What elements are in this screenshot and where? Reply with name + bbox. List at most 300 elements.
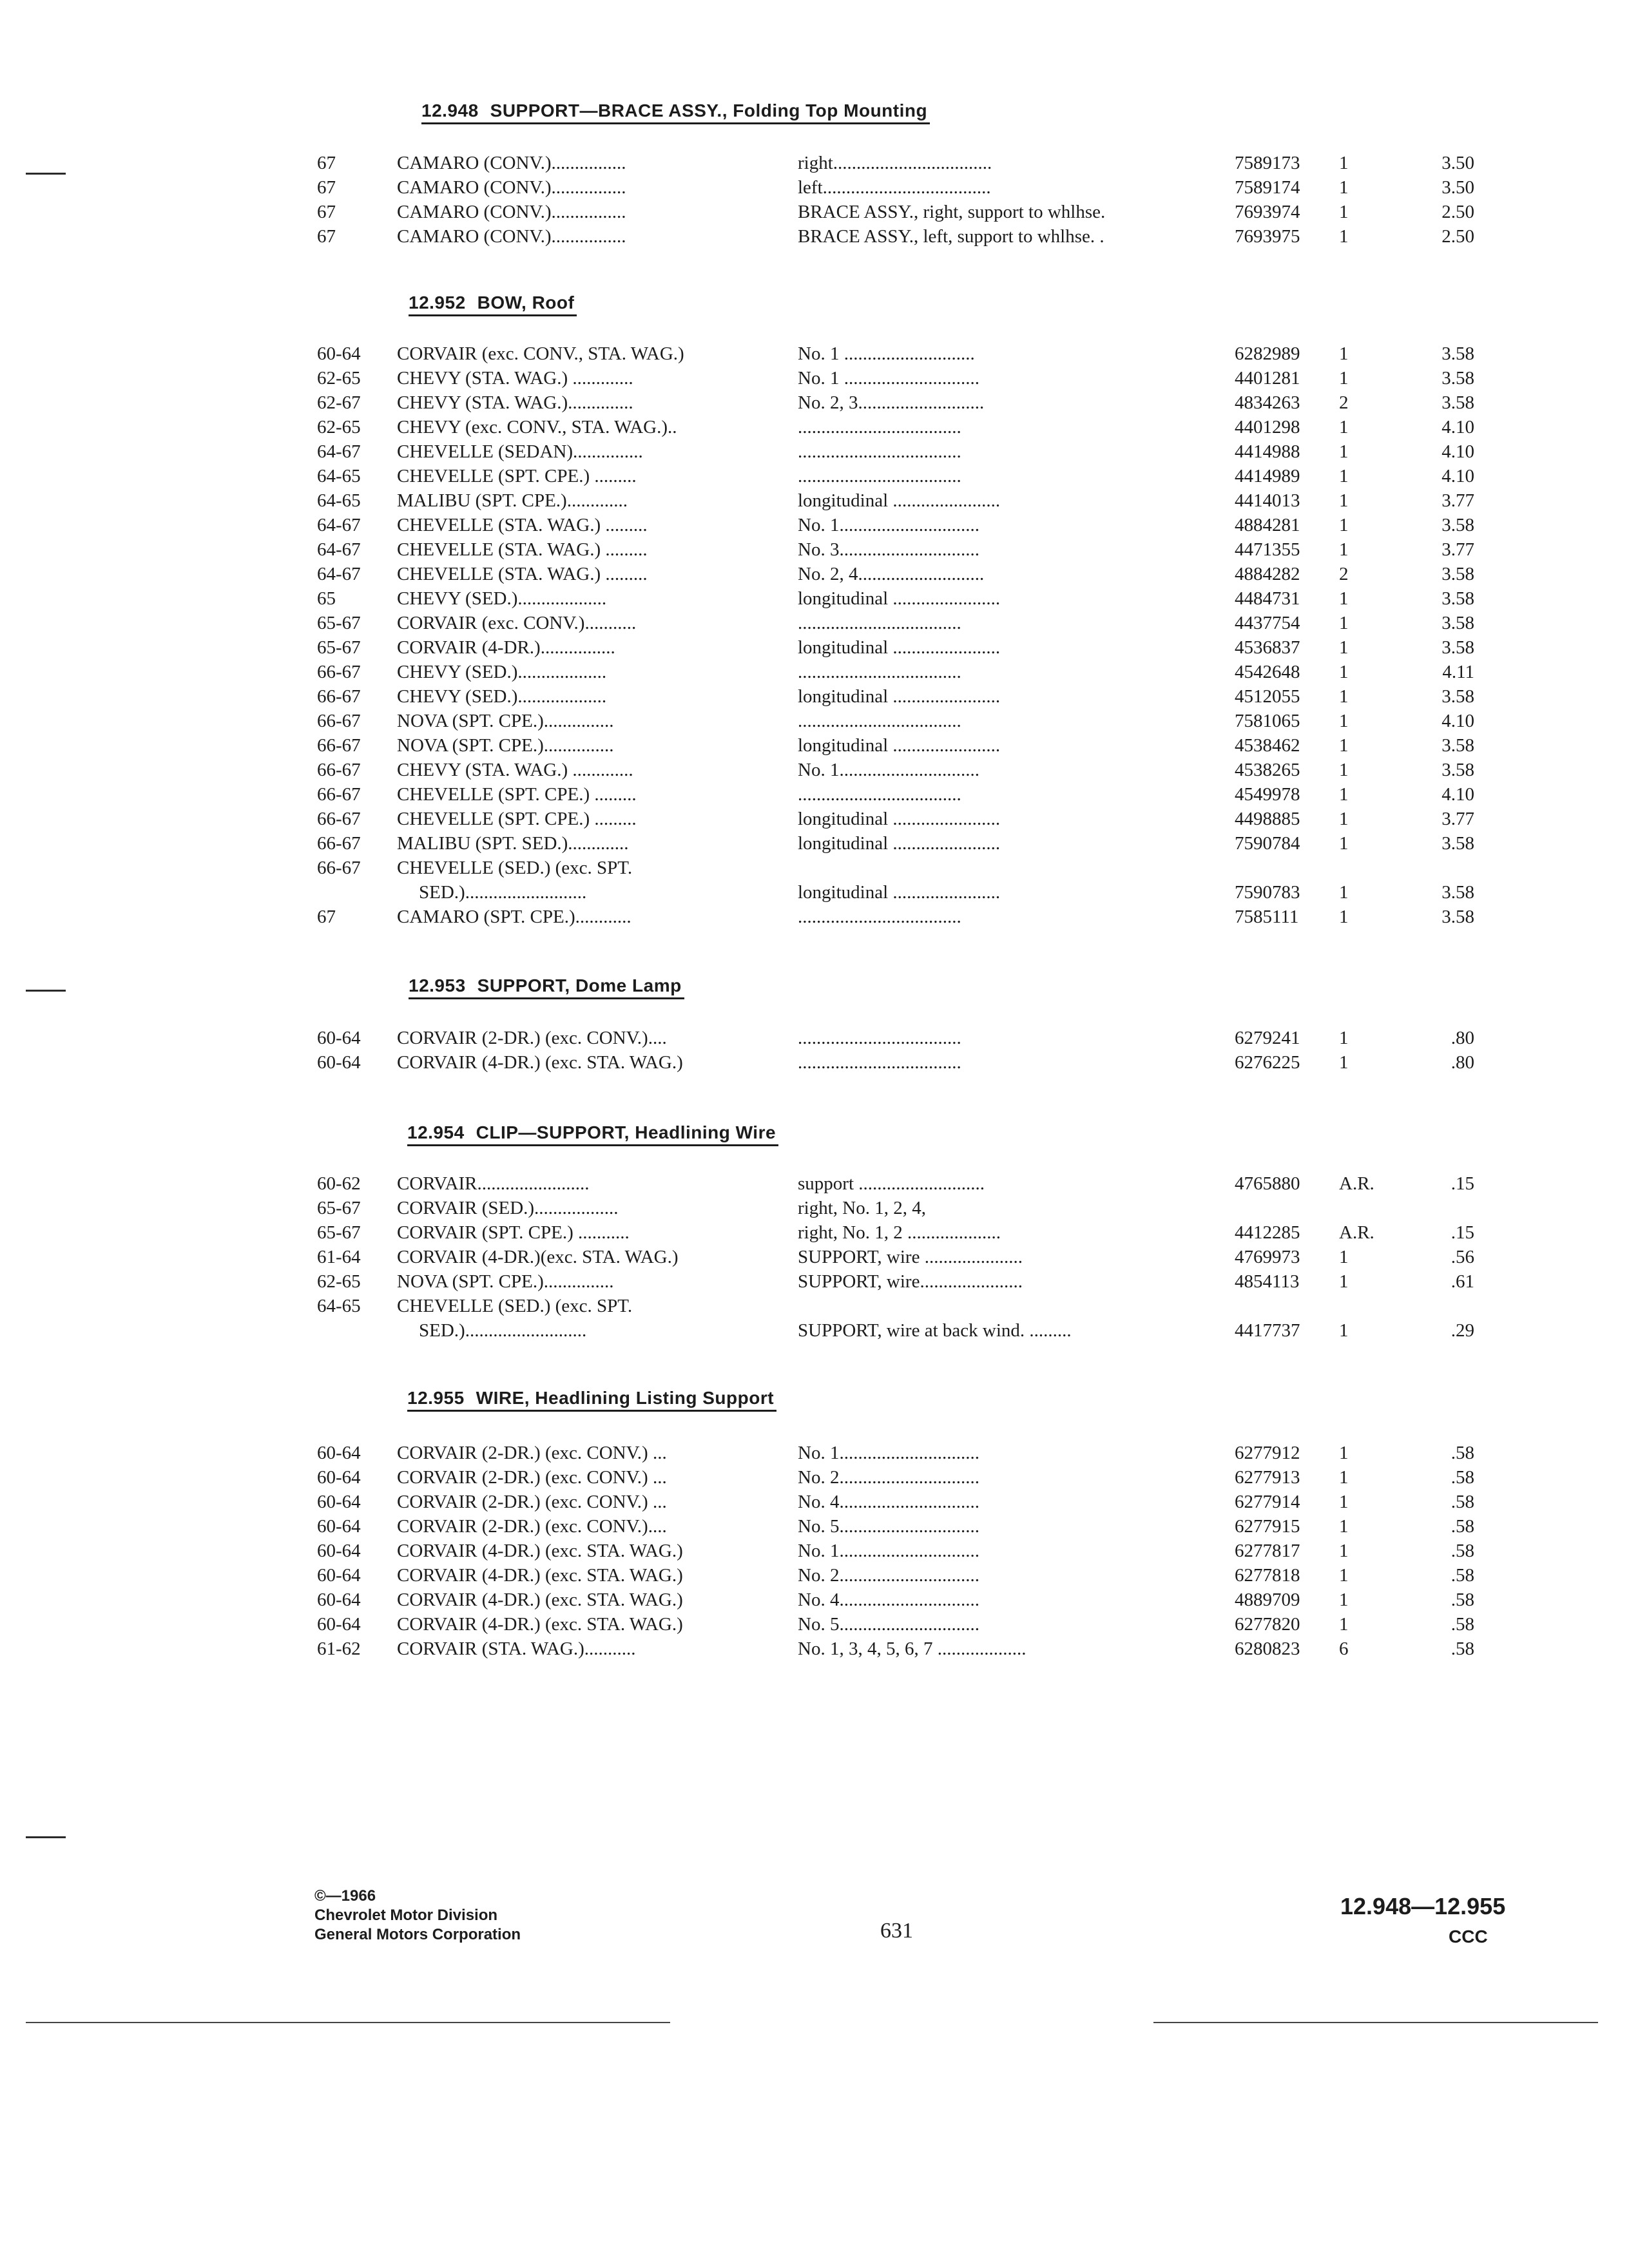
model-years: 66-67 <box>317 833 361 854</box>
model-name: CHEVY (SED.)................... <box>397 588 607 609</box>
table-row <box>0 1269 1629 1294</box>
model-years: 65-67 <box>317 637 361 658</box>
quantity: 1 <box>1339 735 1349 756</box>
quantity: 1 <box>1339 907 1349 927</box>
price: .58 <box>1451 1541 1474 1561</box>
model-years: 60-64 <box>317 1443 361 1463</box>
price: 2.50 <box>1441 202 1474 222</box>
model-name: CORVAIR (2-DR.) (exc. CONV.).... <box>397 1028 667 1048</box>
quantity: 1 <box>1339 882 1349 903</box>
section-name: SUPPORT, Dome Lamp <box>477 975 682 995</box>
model-name: NOVA (SPT. CPE.)............... <box>397 711 614 731</box>
part-description: ................................... <box>798 784 961 805</box>
table-row <box>0 1318 1629 1343</box>
part-number: 6282989 <box>1235 343 1300 364</box>
model-years: 66-67 <box>317 711 361 731</box>
model-years: 66-67 <box>317 784 361 805</box>
model-name: CHEVELLE (SPT. CPE.) ......... <box>397 466 637 486</box>
quantity: 1 <box>1339 226 1349 247</box>
quantity: 1 <box>1339 760 1349 780</box>
quantity: 1 <box>1339 1516 1349 1537</box>
quantity: 1 <box>1339 343 1349 364</box>
part-number: 6279241 <box>1235 1028 1300 1048</box>
table-row <box>0 513 1629 537</box>
quantity: 1 <box>1339 1443 1349 1463</box>
model-name: CORVAIR (SED.).................. <box>397 1198 619 1218</box>
price: 3.77 <box>1441 809 1474 829</box>
part-description: No. 5.............................. <box>798 1614 979 1635</box>
quantity: 1 <box>1339 1271 1349 1292</box>
model-name: CHEVELLE (STA. WAG.) ......... <box>397 564 648 584</box>
quantity: 1 <box>1339 662 1349 682</box>
quantity: 1 <box>1339 417 1349 437</box>
group-range: 12.948—12.955 <box>1340 1893 1506 1919</box>
price: .61 <box>1451 1271 1474 1292</box>
model-name: CHEVY (STA. WAG.).............. <box>397 392 633 413</box>
price: 3.58 <box>1441 515 1474 535</box>
model-name: SED.).......................... <box>419 882 587 903</box>
part-number: 4417737 <box>1235 1320 1300 1341</box>
model-name: CORVAIR (2-DR.) (exc. CONV.) ... <box>397 1467 667 1488</box>
model-name: NOVA (SPT. CPE.)............... <box>397 735 614 756</box>
table-row <box>0 1588 1629 1612</box>
table-row <box>0 415 1629 439</box>
corporation-name: General Motors Corporation <box>314 1926 521 1943</box>
part-description: ................................... <box>798 417 961 437</box>
model-years: 67 <box>317 177 336 198</box>
quantity: 1 <box>1339 1247 1349 1267</box>
section-code: 12.952 <box>409 293 466 312</box>
bottom-rule <box>1153 2022 1598 2023</box>
quantity: 1 <box>1339 784 1349 805</box>
model-years: 67 <box>317 226 336 247</box>
table-row <box>0 1490 1629 1514</box>
quantity: 2 <box>1339 564 1349 584</box>
part-number: 7589173 <box>1235 153 1300 173</box>
quantity: 1 <box>1339 588 1349 609</box>
quantity: 1 <box>1339 1541 1349 1561</box>
part-description: support ........................... <box>798 1173 985 1194</box>
price: .58 <box>1451 1467 1474 1488</box>
part-number: 6277817 <box>1235 1541 1300 1561</box>
part-description: SUPPORT, wire...................... <box>798 1271 1023 1292</box>
table-row <box>0 341 1629 366</box>
model-years: 66-67 <box>317 662 361 682</box>
section-name: CLIP—SUPPORT, Headlining Wire <box>476 1122 776 1142</box>
quantity: 1 <box>1339 539 1349 560</box>
model-years: 64-67 <box>317 515 361 535</box>
model-years: 60-64 <box>317 1028 361 1048</box>
quantity: 1 <box>1339 177 1349 198</box>
part-number: 4414989 <box>1235 466 1300 486</box>
model-years: 60-64 <box>317 1492 361 1512</box>
price: 3.58 <box>1441 637 1474 658</box>
quantity: 1 <box>1339 515 1349 535</box>
price: .29 <box>1451 1320 1474 1341</box>
model-name: CORVAIR (2-DR.) (exc. CONV.) ... <box>397 1443 667 1463</box>
model-name: CHEVELLE (SPT. CPE.) ......... <box>397 784 637 805</box>
table-row <box>0 439 1629 464</box>
part-description: No. 1 ............................. <box>798 368 979 389</box>
price: 3.77 <box>1441 490 1474 511</box>
quantity: 6 <box>1339 1639 1349 1659</box>
model-years: 61-62 <box>317 1639 361 1659</box>
part-number: 4854113 <box>1235 1271 1300 1292</box>
model-years: 67 <box>317 202 336 222</box>
division-name: Chevrolet Motor Division <box>314 1907 498 1924</box>
model-years: 62-67 <box>317 392 361 413</box>
price: 3.58 <box>1441 686 1474 707</box>
margin-mark <box>26 990 66 992</box>
model-years: 60-64 <box>317 1516 361 1537</box>
part-description: No. 1, 3, 4, 5, 6, 7 ................... <box>798 1639 1027 1659</box>
table-row <box>0 733 1629 758</box>
model-name: CHEVELLE (STA. WAG.) ......... <box>397 539 648 560</box>
part-number: 4412285 <box>1235 1222 1300 1243</box>
table-row <box>0 782 1629 807</box>
price: 3.58 <box>1441 343 1474 364</box>
model-years: 66-67 <box>317 686 361 707</box>
model-name: CAMARO (CONV.)................ <box>397 153 626 173</box>
model-years: 65 <box>317 588 336 609</box>
quantity: 1 <box>1339 833 1349 854</box>
price: .56 <box>1451 1247 1474 1267</box>
table-row <box>0 151 1629 175</box>
model-years: 67 <box>317 907 336 927</box>
model-years: 66-67 <box>317 809 361 829</box>
model-name: CHEVY (SED.)................... <box>397 662 607 682</box>
catalog-code: CCC <box>1449 1927 1488 1946</box>
quantity: 1 <box>1339 1565 1349 1586</box>
part-number: 4538462 <box>1235 735 1300 756</box>
part-number: 7590783 <box>1235 882 1300 903</box>
table-row <box>0 1050 1629 1075</box>
part-description: No. 1 ............................ <box>798 343 975 364</box>
part-number: 4765880 <box>1235 1173 1300 1194</box>
part-description: ................................... <box>798 1028 961 1048</box>
section-title <box>409 974 684 999</box>
table-row <box>0 390 1629 415</box>
part-number: 4834263 <box>1235 392 1300 413</box>
part-description: No. 2, 3........................... <box>798 392 985 413</box>
price: 3.58 <box>1441 564 1474 584</box>
part-number: 4401298 <box>1235 417 1300 437</box>
model-name: CORVAIR (2-DR.) (exc. CONV.) ... <box>397 1492 667 1512</box>
table-row <box>0 709 1629 733</box>
model-years: 60-62 <box>317 1173 361 1194</box>
price: 3.58 <box>1441 613 1474 633</box>
table-row <box>0 224 1629 249</box>
price: .15 <box>1451 1173 1474 1194</box>
model-years: 65-67 <box>317 1198 361 1218</box>
price: 4.10 <box>1441 417 1474 437</box>
section-code: 12.955 <box>407 1388 465 1408</box>
model-years: 60-64 <box>317 1541 361 1561</box>
table-row <box>0 1514 1629 1539</box>
price: .80 <box>1451 1028 1474 1048</box>
price: .58 <box>1451 1565 1474 1586</box>
quantity: 1 <box>1339 466 1349 486</box>
part-description: longitudinal ....................... <box>798 735 1001 756</box>
part-description: left.................................... <box>798 177 991 198</box>
quantity: 1 <box>1339 202 1349 222</box>
table-row <box>0 1563 1629 1588</box>
model-years: 60-64 <box>317 1590 361 1610</box>
table-row <box>0 1612 1629 1637</box>
part-description: No. 4.............................. <box>798 1590 979 1610</box>
part-number: 4437754 <box>1235 613 1300 633</box>
section-title <box>407 1387 776 1412</box>
table-row <box>0 200 1629 224</box>
model-name: CHEVELLE (SED.) (exc. SPT. <box>397 1296 633 1316</box>
part-description: ................................... <box>798 662 961 682</box>
model-name: NOVA (SPT. CPE.)............... <box>397 1271 614 1292</box>
part-description: No. 1.............................. <box>798 1443 979 1463</box>
part-number: 4884281 <box>1235 515 1300 535</box>
part-number: 4549978 <box>1235 784 1300 805</box>
model-years: 60-64 <box>317 1565 361 1586</box>
model-years: 65-67 <box>317 1222 361 1243</box>
price: .80 <box>1451 1052 1474 1073</box>
price: 3.58 <box>1441 882 1474 903</box>
model-years: 65-67 <box>317 613 361 633</box>
part-description: longitudinal ....................... <box>798 833 1001 854</box>
quantity: 1 <box>1339 368 1349 389</box>
table-row <box>0 1465 1629 1490</box>
table-row <box>0 1220 1629 1245</box>
model-name: CORVAIR (SPT. CPE.) ........... <box>397 1222 630 1243</box>
part-description: No. 2.............................. <box>798 1467 979 1488</box>
part-description: ................................... <box>798 613 961 633</box>
model-name: SED.).......................... <box>419 1320 587 1341</box>
part-number: 7585111 <box>1235 907 1299 927</box>
price: 4.11 <box>1442 662 1474 682</box>
price: 3.58 <box>1441 760 1474 780</box>
part-description: No. 3.............................. <box>798 539 979 560</box>
part-description: ................................... <box>798 441 961 462</box>
price: 3.58 <box>1441 735 1474 756</box>
model-name: CAMARO (CONV.)................ <box>397 202 626 222</box>
quantity: 1 <box>1339 1492 1349 1512</box>
model-name: CORVAIR (2-DR.) (exc. CONV.).... <box>397 1516 667 1537</box>
part-description: longitudinal ....................... <box>798 882 1001 903</box>
model-name: CHEVELLE (SEDAN)............... <box>397 441 643 462</box>
part-number: 4401281 <box>1235 368 1300 389</box>
model-name: MALIBU (SPT. SED.)............. <box>397 833 629 854</box>
model-years: 60-64 <box>317 1614 361 1635</box>
model-years: 64-65 <box>317 466 361 486</box>
model-years: 66-67 <box>317 858 361 878</box>
part-number: 6277912 <box>1235 1443 1300 1463</box>
model-years: 64-67 <box>317 539 361 560</box>
section-code: 12.953 <box>409 975 466 995</box>
part-number: 4538265 <box>1235 760 1300 780</box>
table-row <box>0 684 1629 709</box>
table-row <box>0 366 1629 390</box>
part-number: 4769973 <box>1235 1247 1300 1267</box>
part-description: No. 2.............................. <box>798 1565 979 1586</box>
model-years: 64-65 <box>317 490 361 511</box>
part-number: 6277914 <box>1235 1492 1300 1512</box>
table-row <box>0 488 1629 513</box>
part-description: ................................... <box>798 466 961 486</box>
part-description: No. 2, 4........................... <box>798 564 985 584</box>
section-title <box>407 1121 778 1146</box>
quantity: 1 <box>1339 1590 1349 1610</box>
table-row <box>0 586 1629 611</box>
model-years: 62-65 <box>317 1271 361 1292</box>
quantity: A.R. <box>1339 1222 1374 1243</box>
price: .58 <box>1451 1639 1474 1659</box>
price: 4.10 <box>1441 784 1474 805</box>
table-row <box>0 831 1629 856</box>
quantity: 1 <box>1339 1028 1349 1048</box>
part-description: No. 1.............................. <box>798 760 979 780</box>
part-number: 4542648 <box>1235 662 1300 682</box>
model-name: CORVAIR (4-DR.) (exc. STA. WAG.) <box>397 1614 683 1635</box>
part-number: 4414988 <box>1235 441 1300 462</box>
table-row <box>0 562 1629 586</box>
margin-mark <box>26 1836 66 1838</box>
model-name: CAMARO (CONV.)................ <box>397 177 626 198</box>
table-row <box>0 1539 1629 1563</box>
section-name: BOW, Roof <box>477 293 575 312</box>
table-row <box>0 856 1629 880</box>
model-name: CAMARO (CONV.)................ <box>397 226 626 247</box>
part-number: 7693974 <box>1235 202 1300 222</box>
table-row <box>0 1441 1629 1465</box>
model-name: CORVAIR (STA. WAG.)........... <box>397 1639 636 1659</box>
part-description: right, No. 1, 2 .................... <box>798 1222 1001 1243</box>
part-description: longitudinal ....................... <box>798 490 1001 511</box>
model-name: CORVAIR (4-DR.)................ <box>397 637 615 658</box>
model-name: CORVAIR (exc. CONV., STA. WAG.) <box>397 343 684 364</box>
quantity: 1 <box>1339 613 1349 633</box>
section-title <box>409 291 577 316</box>
price: 4.10 <box>1441 466 1474 486</box>
part-number: 7693975 <box>1235 226 1300 247</box>
model-years: 60-64 <box>317 1467 361 1488</box>
model-name: CORVAIR........................ <box>397 1173 590 1194</box>
table-row <box>0 1294 1629 1318</box>
part-number: 7590784 <box>1235 833 1300 854</box>
model-name: CHEVELLE (SED.) (exc. SPT. <box>397 858 633 878</box>
part-description: No. 1.............................. <box>798 515 979 535</box>
model-years: 64-67 <box>317 441 361 462</box>
part-number: 4471355 <box>1235 539 1300 560</box>
part-number: 6277913 <box>1235 1467 1300 1488</box>
table-row <box>0 464 1629 488</box>
table-row <box>0 880 1629 905</box>
part-description: longitudinal ....................... <box>798 686 1001 707</box>
part-number: 6277820 <box>1235 1614 1300 1635</box>
quantity: 1 <box>1339 686 1349 707</box>
model-name: CHEVY (STA. WAG.) ............. <box>397 368 633 389</box>
part-number: 6280823 <box>1235 1639 1300 1659</box>
page-number: 631 <box>880 1919 913 1943</box>
price: .58 <box>1451 1492 1474 1512</box>
table-row <box>0 1026 1629 1050</box>
model-years: 66-67 <box>317 760 361 780</box>
part-description: longitudinal ....................... <box>798 588 1001 609</box>
model-years: 62-65 <box>317 417 361 437</box>
part-number: 4512055 <box>1235 686 1300 707</box>
part-description: right.................................. <box>798 153 992 173</box>
model-years: 60-64 <box>317 1052 361 1073</box>
part-number: 4884282 <box>1235 564 1300 584</box>
part-description: SUPPORT, wire ..................... <box>798 1247 1023 1267</box>
price: 3.50 <box>1441 153 1474 173</box>
table-row <box>0 905 1629 929</box>
table-row <box>0 807 1629 831</box>
part-number: 6277915 <box>1235 1516 1300 1537</box>
model-years: 67 <box>317 153 336 173</box>
price: .58 <box>1451 1516 1474 1537</box>
model-name: CHEVELLE (STA. WAG.) ......... <box>397 515 648 535</box>
quantity: 1 <box>1339 1052 1349 1073</box>
quantity: 2 <box>1339 392 1349 413</box>
model-name: CORVAIR (exc. CONV.)........... <box>397 613 637 633</box>
model-years: 66-67 <box>317 735 361 756</box>
part-description: No. 1.............................. <box>798 1541 979 1561</box>
part-number: 6277818 <box>1235 1565 1300 1586</box>
part-number: 4536837 <box>1235 637 1300 658</box>
model-years: 64-65 <box>317 1296 361 1316</box>
table-row <box>0 1637 1629 1661</box>
price: .58 <box>1451 1614 1474 1635</box>
price: 3.58 <box>1441 392 1474 413</box>
quantity: 1 <box>1339 490 1349 511</box>
part-description: No. 5.............................. <box>798 1516 979 1537</box>
part-description: BRACE ASSY., right, support to whlhse. <box>798 202 1106 222</box>
model-years: 62-65 <box>317 368 361 389</box>
part-description: right, No. 1, 2, 4, <box>798 1198 926 1218</box>
part-description: BRACE ASSY., left, support to whlhse. . <box>798 226 1104 247</box>
price: 3.58 <box>1441 588 1474 609</box>
quantity: A.R. <box>1339 1173 1374 1194</box>
table-row <box>0 758 1629 782</box>
price: 3.50 <box>1441 177 1474 198</box>
quantity: 1 <box>1339 1320 1349 1341</box>
table-row <box>0 660 1629 684</box>
quantity: 1 <box>1339 1614 1349 1635</box>
part-description: ................................... <box>798 711 961 731</box>
model-name: CORVAIR (4-DR.)(exc. STA. WAG.) <box>397 1247 679 1267</box>
price: 3.58 <box>1441 907 1474 927</box>
model-name: CHEVELLE (SPT. CPE.) ......... <box>397 809 637 829</box>
table-row <box>0 1196 1629 1220</box>
section-title <box>421 99 930 124</box>
price: 2.50 <box>1441 226 1474 247</box>
section-code: 12.954 <box>407 1122 465 1142</box>
part-description: No. 4.............................. <box>798 1492 979 1512</box>
part-number: 4484731 <box>1235 588 1300 609</box>
quantity: 1 <box>1339 809 1349 829</box>
model-years: 60-64 <box>317 343 361 364</box>
copyright: ©—1966 <box>314 1887 376 1905</box>
part-number: 4498885 <box>1235 809 1300 829</box>
section-code: 12.948 <box>421 101 479 120</box>
model-name: CHEVY (STA. WAG.) ............. <box>397 760 633 780</box>
table-row <box>0 635 1629 660</box>
model-name: CHEVY (SED.)................... <box>397 686 607 707</box>
part-description: ................................... <box>798 907 961 927</box>
part-description: SUPPORT, wire at back wind. ......... <box>798 1320 1072 1341</box>
table-row <box>0 1171 1629 1196</box>
price: 3.77 <box>1441 539 1474 560</box>
table-row <box>0 1245 1629 1269</box>
part-description: ................................... <box>798 1052 961 1073</box>
